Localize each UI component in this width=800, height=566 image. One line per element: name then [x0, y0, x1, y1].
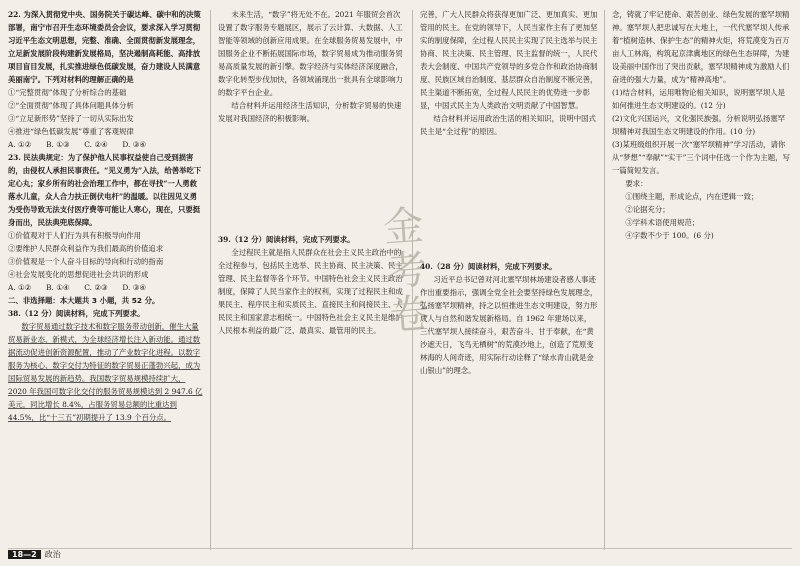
watermark-stamp: 金考卷 [375, 203, 431, 339]
question-23: 23. 民法典规定：为了保护他人民事权益使自己受到损害的，由侵权人承担民事责任。“见义勇为”入法，给善举吃下定心丸；家乡所有的社会治理工作中，都在寻找“一人勇救落水儿童，众人合力扶正倒伏电杆”的温暖。以往因见义勇为受伤导致无法支付医疗费等可能让人寒心，现在，只要挺身而出，民法典兜底保障。 [8, 153, 202, 227]
q38-material-cont: 未来生活，“数字”将无处不在。2021 年服贸会首次设置了数字服务专题展区，展示了云计算、大数据、人工智能等领域的创新应用成果。在全球服务贸易发展中，中国服务企业不断拓展国际市场，数字贸易成为推动服务贸易高质量发展的新引擎。数字经济与实体经济深度融合，数字化转型步伐加快，各领域涌现出一批具有全球影响力的数字平台企业。 [218, 10, 403, 97]
q23-option: ①价值观对于人们行为具有积极导向作用 [8, 231, 142, 240]
section-heading: 二、非选择题：本大题共 3 小题，共 52 分。 [8, 296, 160, 305]
q38-prompt: 结合材料并运用经济生活知识，分析数字贸易的快速发展对我国经济的积极影响。 [218, 101, 402, 123]
question-40-material: 习近平总书记曾对河北塞罕坝林场建设者感人事迹作出重要指示，强调全党全社会要坚持绿色发展理念，弘扬塞罕坝精神，持之以恒推进生态文明建设，努力形成人与自然和谐发展新格局。自 1962 年建场以来，三代塞罕坝人接续奋斗，艰苦奋斗、甘于奉献，在“黄沙遮天日，飞鸟无栖树”的荒漠沙地上，创造了荒原变林海的人间奇迹，用实际行动诠释了“绿水青山就是金山银山”的理念。 [420, 275, 598, 375]
answer-space [420, 138, 598, 260]
requirement: ④字数不少于 100。(6 分) [625, 231, 714, 240]
q40-item-2: (2)文化兴国运兴，文化强民族强。分析说明弘扬塞罕坝精神对我国生态文明建设的作用。(10 分) [612, 114, 786, 136]
q40-material-cont: 念，铸就了牢记使命、艰苦创业、绿色发展的塞罕坝精神。塞罕坝人把忠诚写在大地上，一代代塞罕坝人传承着“植树造林、保护生态”的精神火炬，将荒漠变为百万亩人工林海，构筑起京津冀地区的绿色生态屏障，为建设美丽中国作出了突出贡献，塞罕坝精神成为激励人们奋进的强大力量，成为“精神高地”。 [612, 10, 790, 84]
question-38-material: 数字贸易通过数字技术和数字服务带动创新，催生大量贸易新业态、新模式，为全球经济增长注入新动能。通过数据流动促进创新资源配置，推动了产业数字化进程。以数字服务为核心、数字交付为特征的数字贸易正蓬勃兴起，成为国际贸易发展的新趋势。我国数字贸易规模持续扩大，2020 年我国可数字化交付的服务贸易规模达到 2 947.6 亿美元，同比增长 8.4%，占服务贸易总额的比重达到 44.5%，比“十三五”初期提升了 13.9 个百分点。 [8, 322, 203, 422]
q40-item-1: (1)结合材料，运用唯物论相关知识，说明塞罕坝人是如何推进生态文明建设的。(12 分) [612, 88, 786, 110]
page-footer [8, 549, 61, 560]
q23-option: ④社会发展变化的思想促进社会共识的形成 [8, 270, 149, 279]
requirement: ①围绕主题，形成论点，内在逻辑一致； [625, 192, 759, 201]
column-1 [8, 8, 204, 424]
q23-option: ②要维护人民群众利益作为我们最高的价值追求 [8, 244, 164, 253]
q22-option: ①“完整贯彻”体现了分析综合的基础 [8, 88, 127, 97]
column-3 [420, 8, 598, 377]
page-number: 18—2 [8, 550, 41, 559]
q39-prompt: 结合材料并运用政治生活的相关知识，说明中国式民主是“全过程”的原因。 [420, 114, 596, 136]
footer-divider [8, 548, 792, 549]
column-divider [604, 10, 605, 550]
requirement: ②论据充分； [625, 205, 670, 214]
q22-option: ②“全面贯彻”体现了具体问题具体分析 [8, 101, 134, 110]
question-22: 22. 为深入贯彻党中央、国务院关于碳达峰、碳中和的决策部署，南宁市召开生态环境委员会会议，要求深入学习贯彻习近平生态文明思想，完整、准确、全面贯彻新发展理念，立足新发展阶段构建新发展格局，坚决遏制高耗能、高排放项目盲目发展，扎实推进绿色低碳发展，奋力建设人民满意美丽南宁。下列对材料的理解正确的是 [8, 10, 201, 84]
q22-option: ④推进“绿色低碳发展”尊重了客观规律 [8, 127, 134, 136]
q22-choices: A. ①② B. ①③ C. ②④ D. ③④ [8, 140, 146, 149]
requirements-title: 要求： [625, 179, 648, 188]
q40-item-3: (3)某班级组织开展一次“塞罕坝精神”学习活动，请你从“梦想”“奉献”“实干”三个词中任选一个作为主题，写一篇简短发言。 [612, 140, 790, 175]
q23-choices: A. ①② B. ①④ C. ②③ D. ③④ [8, 283, 146, 292]
q39-material-cont: 完善，广大人民群众将获得更加广泛、更加真实、更加管用的民主。在党的领导下，人民当家作主有了更加坚实的制度保障，全过程人民民主实现了民主选举与民主协商、民主决策、民主管理、民主监督的统一，人民代表大会制度、中国共产党领导的多党合作和政治协商制度、民族区域自治制度、基层群众自治制度不断完善，民主渠道不断拓宽，全过程人民民主的优势进一步彰显，中国式民主为人类政治文明贡献了中国智慧。 [420, 10, 598, 110]
question-40-heading: 40.（28 分）阅读材料，完成下列要求。 [420, 262, 557, 271]
q22-option: ③“立足新形势”坚持了一切从实际出发 [8, 114, 134, 123]
column-divider [210, 10, 211, 550]
question-39-material: 全过程民主就是指人民群众在社会主义民主政治中的全过程参与，包括民主选举、民主协商、民主决策、民主管理、民主监督等各个环节。中国特色社会主义民主政治制度，保障了人民当家作主的权利，实现了过程民主和成果民主、程序民主和实质民主、直接民主和间接民主、人民民主和国家意志相统一。中国特色社会主义民主是维护人民根本利益的最广泛、最真实、最管用的民主。 [218, 248, 403, 335]
column-4 [612, 8, 792, 242]
q23-option: ③价值观是一个人奋斗目标的导向和行动的指南 [8, 257, 164, 266]
requirement: ③学科术语使用规范； [625, 218, 700, 227]
subject-label: 政治 [44, 550, 61, 559]
question-38-heading: 38.（12 分）阅读材料，完成下列要求。 [8, 309, 145, 318]
question-39-heading: 39.（12 分）阅读材料，完成下列要求。 [218, 235, 355, 244]
